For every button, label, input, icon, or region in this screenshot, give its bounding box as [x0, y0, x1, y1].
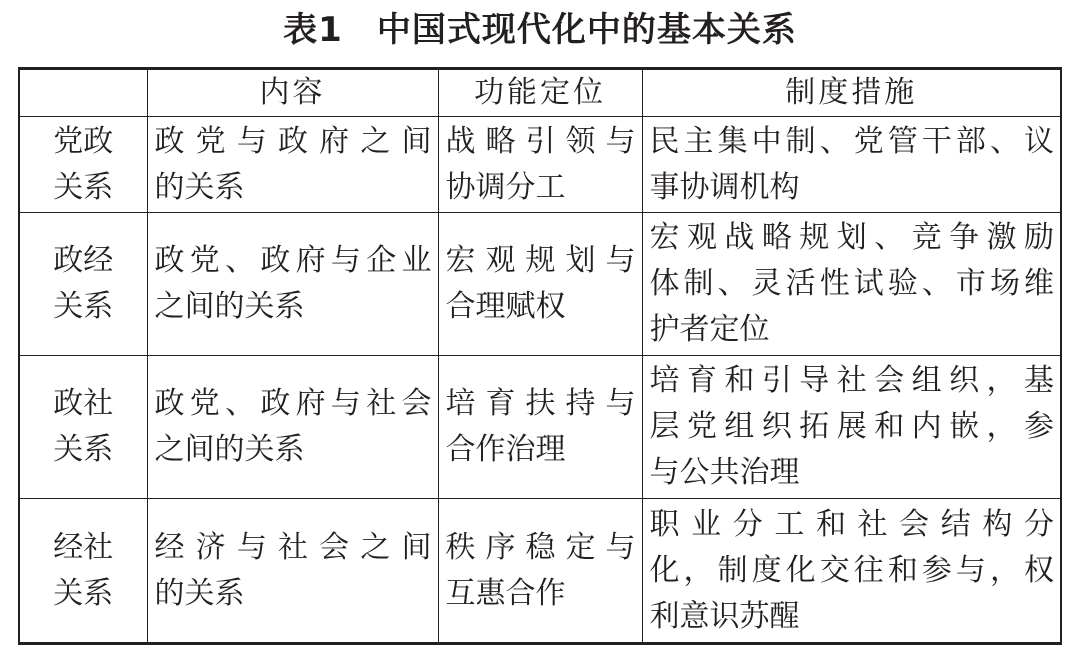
category-line: 经社 — [53, 529, 114, 565]
measures-line: 培育和引导社会组织，基 — [649, 363, 1054, 398]
content-cell — [147, 117, 438, 213]
category-line: 关系 — [53, 432, 114, 467]
content-cell — [147, 213, 438, 356]
table-row — [19, 499, 1061, 644]
function-line: 战略引领与 — [445, 123, 636, 159]
relations-table — [18, 67, 1062, 645]
content-line: 的关系 — [154, 169, 245, 205]
content-line: 的关系 — [154, 575, 245, 611]
measures-line: 护者定位 — [649, 312, 770, 347]
header-cell-blank — [19, 69, 147, 117]
measures-line: 职业分工和社会结构分 — [649, 506, 1054, 542]
category-line: 党政 — [53, 123, 114, 159]
measures-line: 宏观战略规划、竞争激励 — [649, 220, 1054, 255]
category-line: 关系 — [53, 289, 114, 324]
function-line: 协调分工 — [445, 169, 566, 205]
content-line: 经济与社会之间 — [154, 529, 432, 565]
measures-line: 利意识苏醒 — [649, 598, 800, 634]
table-title — [0, 8, 1080, 52]
function-cell — [438, 213, 642, 356]
table-title-text: 中国式现代化中的基本关系 — [376, 10, 797, 50]
content-line: 政党与政府之间 — [154, 123, 432, 159]
measures-line: 与公共治理 — [649, 455, 800, 490]
content-cell — [147, 356, 438, 499]
table-row — [19, 117, 1061, 213]
function-line: 培育扶持与 — [445, 386, 636, 421]
function-cell — [438, 356, 642, 499]
table-row — [19, 213, 1061, 356]
measures-line: 事协调机构 — [649, 169, 800, 205]
function-line: 互惠合作 — [445, 575, 566, 611]
table-row — [19, 356, 1061, 499]
measures-cell — [642, 499, 1061, 644]
measures-cell — [642, 213, 1061, 356]
table-number: 表1 — [283, 10, 343, 50]
measures-cell — [642, 356, 1061, 499]
content-line: 之间的关系 — [154, 432, 305, 467]
category-cell — [19, 213, 147, 356]
category-cell — [19, 356, 147, 499]
category-line: 政经 — [53, 243, 114, 278]
function-line: 宏观规划与 — [445, 243, 636, 278]
function-line: 合作治理 — [445, 432, 566, 467]
measures-cell — [642, 117, 1061, 213]
measures-line: 层党组织拓展和内嵌，参 — [649, 409, 1054, 444]
category-cell — [19, 117, 147, 213]
function-cell — [438, 499, 642, 644]
category-line: 关系 — [53, 169, 114, 205]
function-line: 合理赋权 — [445, 289, 566, 324]
content-cell — [147, 499, 438, 644]
header-cell-content: 内容 — [147, 69, 438, 117]
function-line: 秩序稳定与 — [445, 529, 636, 565]
table-header-row — [19, 69, 1061, 117]
category-line: 关系 — [53, 575, 114, 611]
content-line: 政党、政府与社会 — [154, 386, 432, 421]
category-line: 政社 — [53, 386, 114, 421]
function-cell — [438, 117, 642, 213]
header-cell-function: 功能定位 — [438, 69, 642, 117]
measures-line: 民主集中制、党管干部、议 — [649, 123, 1054, 159]
content-line: 政党、政府与企业 — [154, 243, 432, 278]
category-cell — [19, 499, 147, 644]
measures-line: 体制、灵活性试验、市场维 — [649, 266, 1054, 301]
content-line: 之间的关系 — [154, 289, 305, 324]
measures-line: 化，制度化交往和参与，权 — [649, 552, 1054, 588]
header-cell-measures: 制度措施 — [642, 69, 1061, 117]
